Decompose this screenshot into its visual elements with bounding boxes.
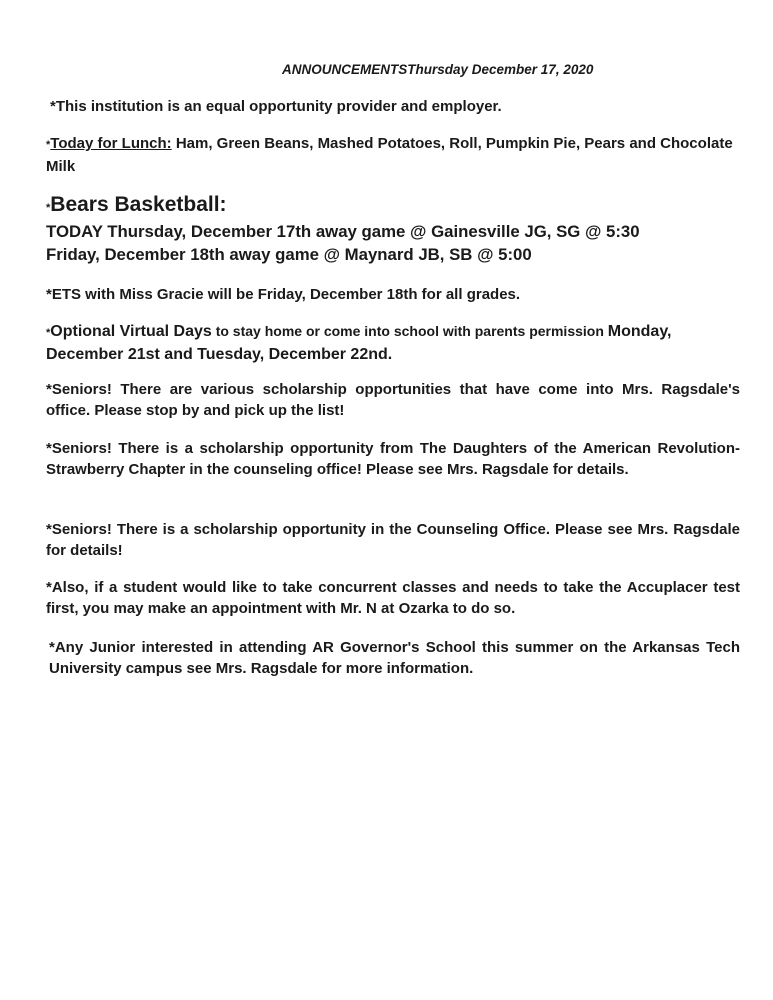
seniors-scholarship-list: *Seniors! There are various scholarship opportunities that have come into Mrs. Ragsdale's office. Please stop by and pick up the list! [46, 381, 740, 419]
basketball-announcement [46, 193, 740, 266]
virtual-days-title: Optional Virtual Days [50, 323, 212, 340]
virtual-days-dates: Monday, December 21st and Tuesday, December 22nd. [46, 323, 672, 363]
governors-school-announcement: *Any Junior interested in attending AR Governor's School this summer on the Arkansas Tech University campus see Mrs. Ragsdale for more information. [49, 639, 740, 677]
concurrent-classes-announcement: *Also, if a student would like to take concurrent classes and needs to take the Accuplacer test first, you may make an appointment with Mr. N at Ozarka to do so. [46, 579, 740, 617]
page-title: ANNOUNCEMENTSThursday December 17, 2020 [282, 62, 594, 77]
lunch-label: Today for Lunch: [50, 135, 172, 152]
basketball-heading: Bears Basketball: [50, 193, 227, 216]
basketball-bullet: * [46, 202, 51, 214]
lunch-bullet: * [46, 139, 51, 151]
seniors-dar-scholarship: *Seniors! There is a scholarship opportunity from The Daughters of the American Revolution-Strawberry Chapter in the counseling office! Please see Mrs. Ragsdale for details. [46, 440, 740, 478]
lunch-menu: Ham, Green Beans, Mashed Potatoes, Roll, Pumpkin Pie, Pears and Chocolate Milk [46, 135, 733, 175]
basketball-title [46, 193, 740, 220]
virtual-days-announcement [46, 321, 740, 365]
virtual-days-bullet: * [46, 327, 51, 339]
seniors-counseling-scholarship: *Seniors! There is a scholarship opportunity in the Counseling Office. Please see Mrs. Ragsdale for details! [46, 521, 740, 559]
basketball-game-today: TODAY Thursday, December 17th away game @ Gainesville JG, SG @ 5:30 [46, 222, 640, 241]
ets-announcement: *ETS with Miss Gracie will be Friday, December 18th for all grades. [46, 286, 521, 303]
lunch-announcement [46, 133, 740, 177]
basketball-game-friday: Friday, December 18th away game @ Maynard JB, SB @ 5:00 [46, 245, 532, 264]
virtual-days-description: to stay home or come into school with parents permission [211, 323, 608, 339]
equal-opportunity-statement: *This institution is an equal opportunity provider and employer. [50, 98, 502, 115]
